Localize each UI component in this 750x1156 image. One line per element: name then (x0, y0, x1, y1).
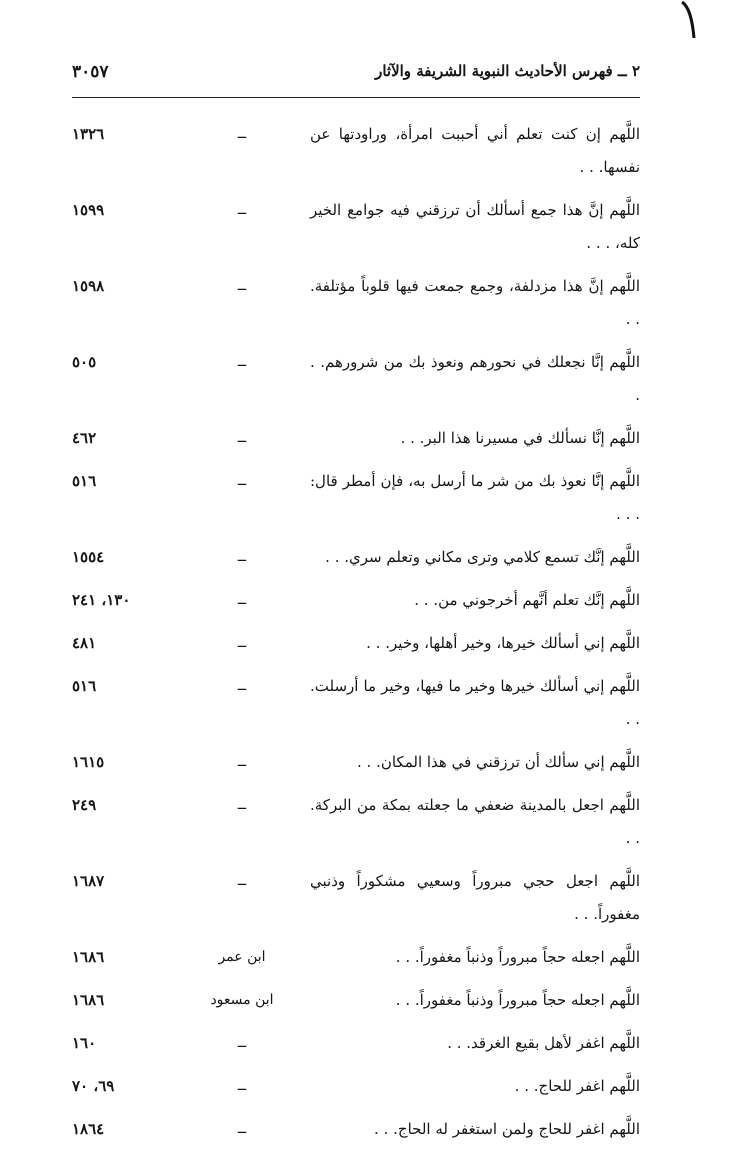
index-entry (72, 941, 640, 974)
reference-number: ١٦٠ (72, 1034, 97, 1052)
narrator: ــ (237, 1078, 247, 1094)
narrator: ــ (237, 354, 247, 370)
index-entry (72, 789, 640, 855)
narrator: ــ (237, 678, 247, 694)
hadith-text: اللَّهم إن كنت تعلم أني أحببت امرأة، وراودتها عن نفسها. . . (310, 125, 640, 176)
reference-number: ١٨٦٤ (72, 1120, 105, 1138)
index-entry (72, 1027, 640, 1060)
hadith-text: اللَّهم إني أسألك خيرها وخير ما فيها، وخير ما أرسلت. . . (310, 677, 640, 728)
hadith-text: اللَّهم إنَّك تسمع كلامي وترى مكاني وتعلم سري. . . (325, 548, 640, 566)
index-entry (72, 465, 640, 531)
narrator: ــ (237, 797, 247, 813)
hadith-text: اللَّهم إني سألك أن ترزقني في هذا المكان. . . (357, 753, 640, 771)
narrator: ــ (237, 1121, 247, 1137)
index-entry (72, 865, 640, 931)
index-entry (72, 541, 640, 574)
reference-number: ١٥٩٨ (72, 277, 105, 295)
reference-number: ١٦٨٧ (72, 872, 105, 890)
reference-number: ٤٨١ (72, 634, 97, 652)
hadith-text: اللَّهم اجعله حجاً مبروراً وذنباً مغفوراً. . . (395, 948, 640, 966)
reference-number: ٦٩، ٧٠ (72, 1077, 115, 1095)
scan-corner-mark (680, 0, 710, 40)
narrator: ــ (237, 126, 247, 142)
hadith-text: اللَّهم اغفر لأهل بقيع الغرقد. . . (447, 1034, 640, 1052)
narrator: ــ (237, 430, 247, 446)
hadith-text: اللَّهم إنَّ هذا جمع أسألك أن ترزقني فيه جوامع الخير كله، . . . (310, 201, 640, 252)
hadith-text: اللَّهم اغفر للحاج ولمن استغفر له الحاج. . . (374, 1120, 640, 1138)
reference-number: ١٦٨٦ (72, 948, 105, 966)
reference-number: ٢٤٩ (72, 796, 97, 814)
hadith-text: اللَّهم اغفر للحاج. . . (514, 1077, 640, 1095)
hadith-text: اللَّهم إنَّا نسألك في مسيرنا هذا البر. . . (400, 429, 640, 447)
reference-number: ١٥٩٩ (72, 201, 105, 219)
index-entry (72, 984, 640, 1017)
page-number: ٣٠٥٧ (72, 62, 109, 82)
reference-number: ٥١٦ (72, 677, 97, 695)
reference-number: ٥١٦ (72, 472, 97, 490)
reference-number: ١٣٠، ٢٤١ (72, 591, 131, 609)
index-entry (72, 118, 640, 184)
index-entry (72, 422, 640, 455)
narrator: ــ (237, 635, 247, 651)
hadith-text: اللَّهم إني أسألك خيرها، وخير أهلها، وخير. . . (366, 634, 640, 652)
hadith-text: اللَّهم إنَّا نجعلك في نحورهم ونعوذ بك من شرورهم. . . (310, 353, 640, 404)
narrator: ــ (237, 754, 247, 770)
index-entry (72, 746, 640, 779)
reference-number: ٥٠٥ (72, 353, 97, 371)
page-title: ٢ ــ فهرس الأحاديث النبوية الشريفة والآثار (375, 62, 640, 80)
hadith-text: اللَّهم إنَّ هذا مزدلفة، وجمع جمعت فيها قلوباً مؤتلفة. . . (310, 277, 640, 328)
header-divider (72, 97, 640, 98)
reference-number: ١٦١٥ (72, 753, 105, 771)
narrator: ــ (237, 473, 247, 489)
index-entry (72, 1113, 640, 1146)
index-entry (72, 627, 640, 660)
reference-number: ٤٦٢ (72, 429, 97, 447)
index-entry (72, 670, 640, 736)
narrator: ــ (237, 1035, 247, 1051)
hadith-text: اللَّهم إنَّا نعوذ بك من شر ما أرسل به، فإن أمطر قال: . . . (310, 472, 640, 523)
index-entry (72, 194, 640, 260)
hadith-text: اللَّهم اجعل حجي مبروراً وسعيي مشكوراً وذنبي مغفوراً. . . (310, 872, 640, 923)
index-entry (72, 584, 640, 617)
index-entry (72, 1070, 640, 1103)
index-entry (72, 270, 640, 336)
index-entry (72, 346, 640, 412)
reference-number: ١٦٨٦ (72, 991, 105, 1009)
narrator: ــ (237, 592, 247, 608)
page-header (72, 60, 640, 90)
narrator: ــ (237, 549, 247, 565)
hadith-text: اللَّهم اجعله حجاً مبروراً وذنباً مغفوراً. . . (395, 991, 640, 1009)
reference-number: ١٥٥٤ (72, 548, 105, 566)
narrator: ــ (237, 873, 247, 889)
narrator: ــ (237, 278, 247, 294)
reference-number: ١٣٢٦ (72, 125, 105, 143)
narrator: ــ (237, 202, 247, 218)
narrator: ابن عمر (218, 949, 266, 965)
hadith-index-list (72, 118, 640, 1156)
hadith-text: اللَّهم اجعل بالمدينة ضعفي ما جعلته بمكة من البركة. . . (310, 796, 640, 847)
narrator: ابن مسعود (210, 992, 274, 1008)
hadith-text: اللَّهم إنَّك تعلم أنَّهم أخرجوني من. . . (414, 591, 640, 609)
